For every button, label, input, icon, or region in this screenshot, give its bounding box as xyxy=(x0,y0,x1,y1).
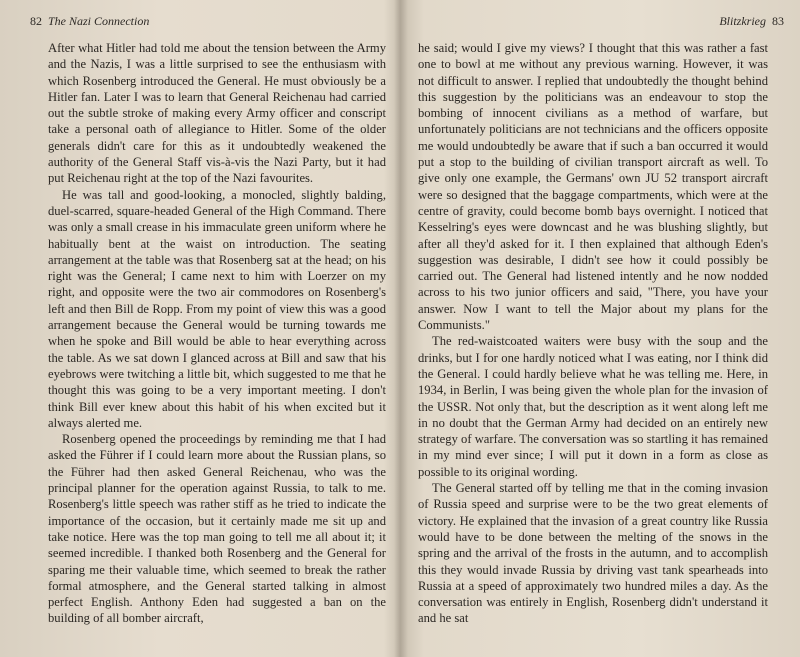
left-paragraph: He was tall and good-looking, a monocled, slightly balding, duel-scarred, square-headed General of the High Command. There was only a small crease in his immaculate green uniform where he habitually bent at the waist on introduction. The seating arrangement at the table was that Rosenberg sat at the head; on his right was the General; I came next to him with Loerzer on my right, and opposite were the two air commodores on Rosenberg's left and then Bill de Ropp. From my point of view this was a good arrangement because the General would be turning towards me when he spoke and Bill would be able to hear everything across the table. As we sat down I glanced across at Bill and saw that his eyebrows were twitching a little bit, which suggested to me that he thought this was going to be a very important meeting. I don't think Bill ever knew about this habit of his when excited but it always alerted me. xyxy=(48,187,386,430)
right-page-number: 83 xyxy=(772,14,784,28)
left-page-number: 82 xyxy=(30,14,42,28)
left-page-body xyxy=(48,40,386,627)
right-paragraph: The General started off by telling me that in the coming invasion of Russia speed and surprise were to be the two great elements of victory. He explained that the invasion of a great country like Russia would have to be done between the melting of the snows in the spring and the arrival of the frosts in the autumn, and to accomplish this they would invade Russia by driving vast tank spearheads into Russia at a speed of approximately two hundred miles a day. As the conversation was entirely in English, Rosenberg didn't understand it and he sat xyxy=(418,481,768,626)
left-running-header xyxy=(30,14,149,29)
left-paragraph: After what Hitler had told me about the tension between the Army and the Nazis, I was a little surprised to see the enthusiasm with which Rosenberg introduced the General. He must obviously be a Hitler fan. Later I was to learn that General Reichenau had carried out the subtle stroke of making every Army officer and conscript take a personal oath of allegiance to Hitler. Some of the older generals didn't care for this as it undoubtedly weakened the authority of the General Staff vis-à-vis the Nazi Party, but it had put Reichenau right at the top of the Nazi favourites. xyxy=(48,41,386,186)
right-running-header xyxy=(719,14,784,29)
left-paragraph: Rosenberg opened the proceedings by reminding me that I had asked the Führer if I could learn more about the Russian plans, so the Führer had then asked General Reichenau, who was the principal planner for the operation against Russia, to talk to me. Rosenberg's little speech was rather stiff as he tried to indicate the importance of the occasion, but it certainly made me sit up and take notice. Here was the top man going to tell me all about it; it seemed incredible. I thanked both Rosenberg and the General for sparing me their valuable time, which seemed to break the rather formal atmosphere, and the General started talking in almost perfect English. Anthony Eden had suggested a ban on the building of all bomber aircraft, xyxy=(48,432,386,626)
right-running-head: Blitzkrieg xyxy=(719,14,766,28)
left-running-head: The Nazi Connection xyxy=(48,14,150,28)
right-paragraph: he said; would I give my views? I thought that this was rather a fast one to bowl at me without any previous warning. However, it was not difficult to answer. I replied that undoubtedly the thought behind this suggestion by the politicians was an endeavour to stop the bombing of innocent civilians as a method of warfare, but unfortunately politicians are not technicians and the officers opposite me would undoubtedly be aware that if such a ban occurred it would put a stop to the building of civilian transport aircraft as well. To give only one example, the Germans' own JU 52 transport aircraft were so designed that the baggage compartments, which were at the centre of gravity, could become bomb bays overnight. I noticed that Kesselring's eyes were downcast and he was blushing slightly, but after all they'd asked for it. I then explained that although Eden's suggestion was desirable, I didn't see how it could possibly be carried out. The General had listened intently and he now nodded across to his two junior officers and said, "There, you have your answer. Now I want to tell the Major about my plans for the Communists." xyxy=(418,41,768,333)
right-page xyxy=(400,0,800,657)
right-paragraph: The red-waistcoated waiters were busy with the soup and the drinks, but I for one hardly noticed what I was eating, nor I think did the General. I could hardly believe what he was telling me. Here, in 1934, in Berlin, I was being given the whole plan for the invasion of the USSR. Not only that, but the description as it went along left me in no doubt that the German Army had decided on an entirely new strategy of warfare. The conversation was so startling it has remained in my mind ever since; I will put it down in a form as close as possible to its original wording. xyxy=(418,334,768,479)
right-page-body xyxy=(418,40,768,627)
